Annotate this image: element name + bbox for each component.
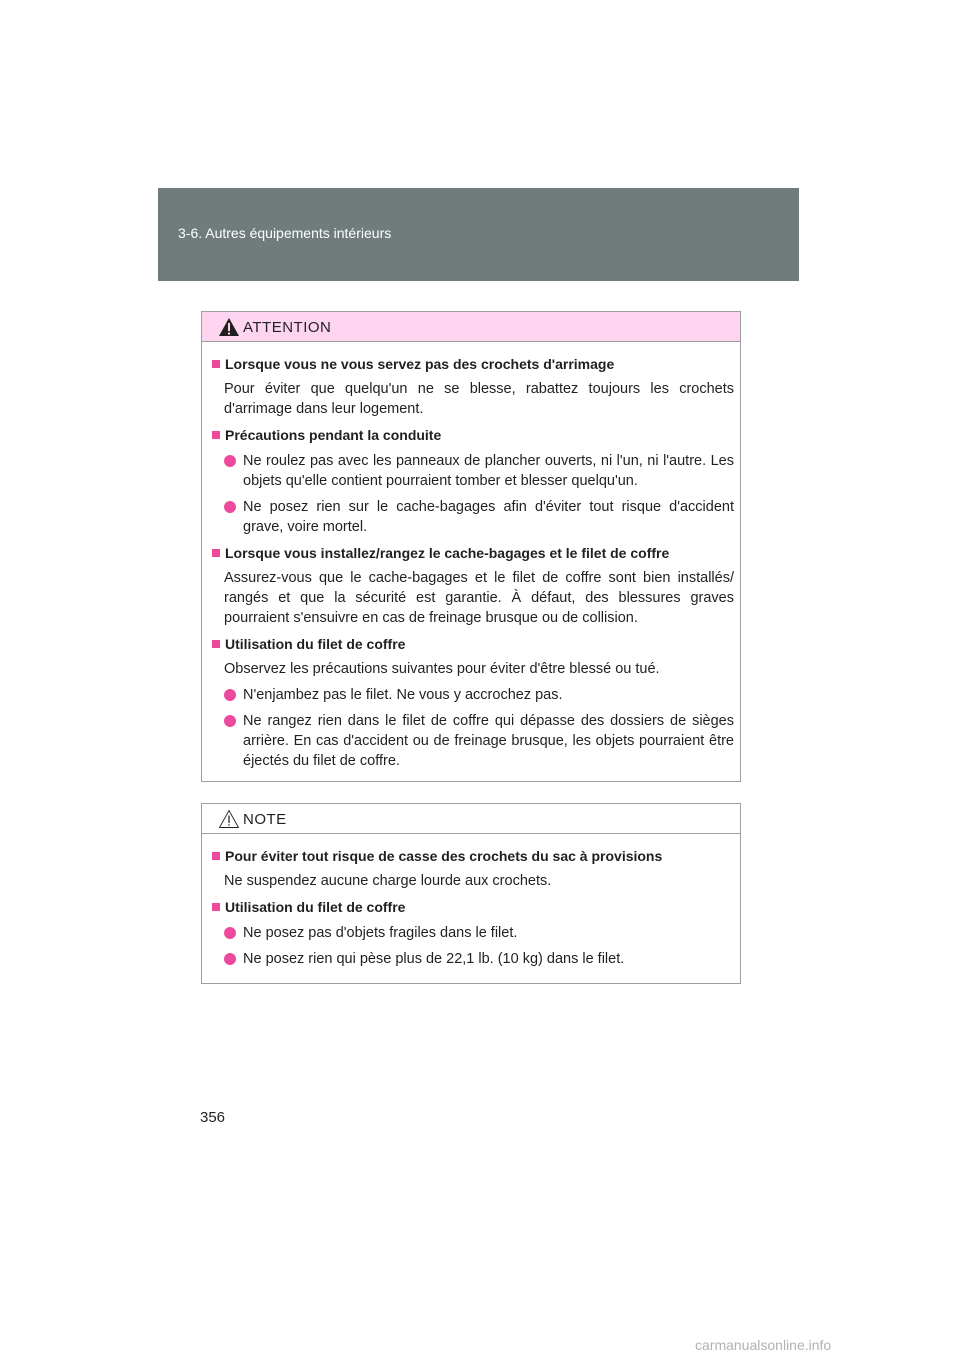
section-title: 3-6. Autres équipements intérieurs [178,225,392,241]
square-bullet-icon [212,549,220,557]
square-bullet-icon [212,903,220,911]
item-title: Pour éviter tout risque de casse des crochets du sac à provisions [225,848,663,864]
warning-outline-icon [218,809,240,829]
warning-icon [218,317,240,337]
square-bullet-icon [212,852,220,860]
item-text: Observez les précautions suivantes pour éviter d'être blessé ou tué. [224,661,660,677]
attention-box [201,311,741,782]
bullet-item: Ne posez rien sur le cache-bagages afin d'éviter tout risque d'accident grave, voire mortel. [224,497,734,537]
circle-bullet-icon [224,501,236,513]
item-title: Utilisation du filet de coffre [225,636,406,652]
bullet-item: Ne posez pas d'objets fragiles dans le filet. [224,923,734,943]
item-text: Assurez-vous que le cache-bagages et le filet de coffre sont bien installés/ rangés et que la sécurité est garantie. À défaut, des blessures graves pourraient s'ensuivre en cas de freinage brusque ou de collision. [224,570,734,626]
square-bullet-icon [212,360,220,368]
note-title: NOTE [243,811,287,828]
page-number: 356 [200,1109,226,1126]
item-title: Lorsque vous ne vous servez pas des crochets d'arrimage [225,356,615,372]
note-box [201,803,741,984]
item-title: Lorsque vous installez/rangez le cache-bagages et le filet de coffre [225,545,670,561]
bullet-item: N'enjambez pas le filet. Ne vous y accrochez pas. [224,685,734,705]
attention-item [212,543,734,628]
attention-item [212,425,734,537]
circle-bullet-icon [224,715,236,727]
bullet-item: Ne posez rien qui pèse plus de 22,1 lb. (10 kg) dans le filet. [224,949,734,969]
bullet-item: Ne roulez pas avec les panneaux de plancher ouverts, ni l'un, ni l'autre. Les objets qu'elle contient pourraient tomber et blesser quelqu'un. [224,451,734,491]
attention-title: ATTENTION [243,319,332,336]
bullet-item: Ne rangez rien dans le filet de coffre qui dépasse des dossiers de sièges arrière. En cas d'accident ou de freinage brusque, les objets pourraient être éjectés du filet de coffre. [224,711,734,771]
circle-bullet-icon [224,689,236,701]
item-text: Ne suspendez aucune charge lourde aux crochets. [224,873,552,889]
note-item [212,897,734,969]
attention-header [202,312,740,342]
square-bullet-icon [212,431,220,439]
section-header [158,188,799,281]
circle-bullet-icon [224,953,236,965]
attention-item [212,354,734,419]
item-text: Pour éviter que quelqu'un ne se blesse, rabattez toujours les crochets d'arrimage dans leur logement. [224,381,734,417]
circle-bullet-icon [224,455,236,467]
watermark: carmanualsonline.info [695,1337,832,1353]
item-title: Précautions pendant la conduite [225,427,442,443]
note-item [212,846,734,891]
item-title: Utilisation du filet de coffre [225,899,406,915]
attention-item [212,634,734,771]
circle-bullet-icon [224,927,236,939]
square-bullet-icon [212,640,220,648]
note-header [202,804,740,834]
